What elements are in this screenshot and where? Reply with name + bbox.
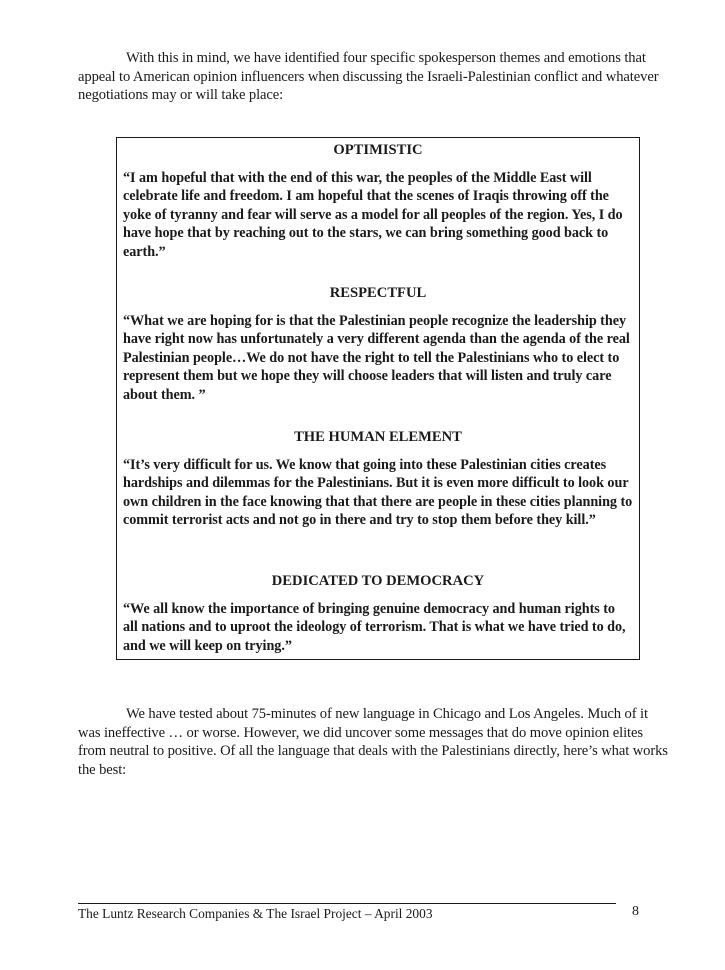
- theme-dedicated-to-democracy: [123, 572, 633, 655]
- outro-paragraph: We have tested about 75-minutes of new language in Chicago and Los Angeles. Much of it was ineffective … or worse. However, we did uncover some messages that do move opinion elites from neutral to positive. Of all the language that deals with the Palestinians directly, here’s what works the best:: [78, 706, 668, 778]
- theme-optimistic: [123, 141, 633, 261]
- theme-quote: “We all know the importance of bringing genuine democracy and human rights to all nations and to uproot the ideology of terrorism. That is what we have tried to do, and we will keep on trying.”: [123, 601, 626, 654]
- page-number: 8: [632, 904, 639, 919]
- intro-paragraph: With this in mind, we have identified four specific spokesperson themes and emotions that appeal to American opinion influencers when discussing the Israeli-Palestinian conflict and whatever negotiations may or will take place:: [78, 50, 659, 103]
- theme-heading: RESPECTFUL: [329, 285, 427, 301]
- theme-respectful: [123, 284, 633, 404]
- theme-quote: “It’s very difficult for us. We know that going into these Palestinian cities creates hardships and dilemmas for the Palestinians. But it is even more difficult to look our own children in the face knowing that that there are people in these cities planning to commit terrorist acts and not go in there and try to stop them before they kill.”: [123, 457, 633, 529]
- footer-divider: [78, 903, 616, 904]
- theme-quote: “What we are hoping for is that the Palestinian people recognize the leadership they have right now has unfortunately a very different agenda than the agenda of the real Palestinian people…We do not have the right to tell the Palestinians who to elect to represent them but we hope they will choose leaders that will listen and truly care about them. ”: [123, 313, 630, 403]
- theme-heading: DEDICATED TO DEMOCRACY: [271, 573, 485, 589]
- theme-heading: OPTIMISTIC: [333, 142, 423, 158]
- theme-quote: “I am hopeful that with the end of this war, the peoples of the Middle East will celebrate life and freedom. I am hopeful that the scenes of Iraqis throwing off the yoke of tyranny and fear will serve as a model for all peoples of the region. Yes, I do have hope that by reaching out to the stars, we can bring something good back to earth.”: [123, 170, 623, 260]
- theme-human-element: [123, 428, 633, 530]
- footer-text: The Luntz Research Companies & The Israel Project – April 2003: [78, 906, 433, 921]
- theme-heading: THE HUMAN ELEMENT: [294, 429, 462, 445]
- themes-box: [116, 137, 640, 660]
